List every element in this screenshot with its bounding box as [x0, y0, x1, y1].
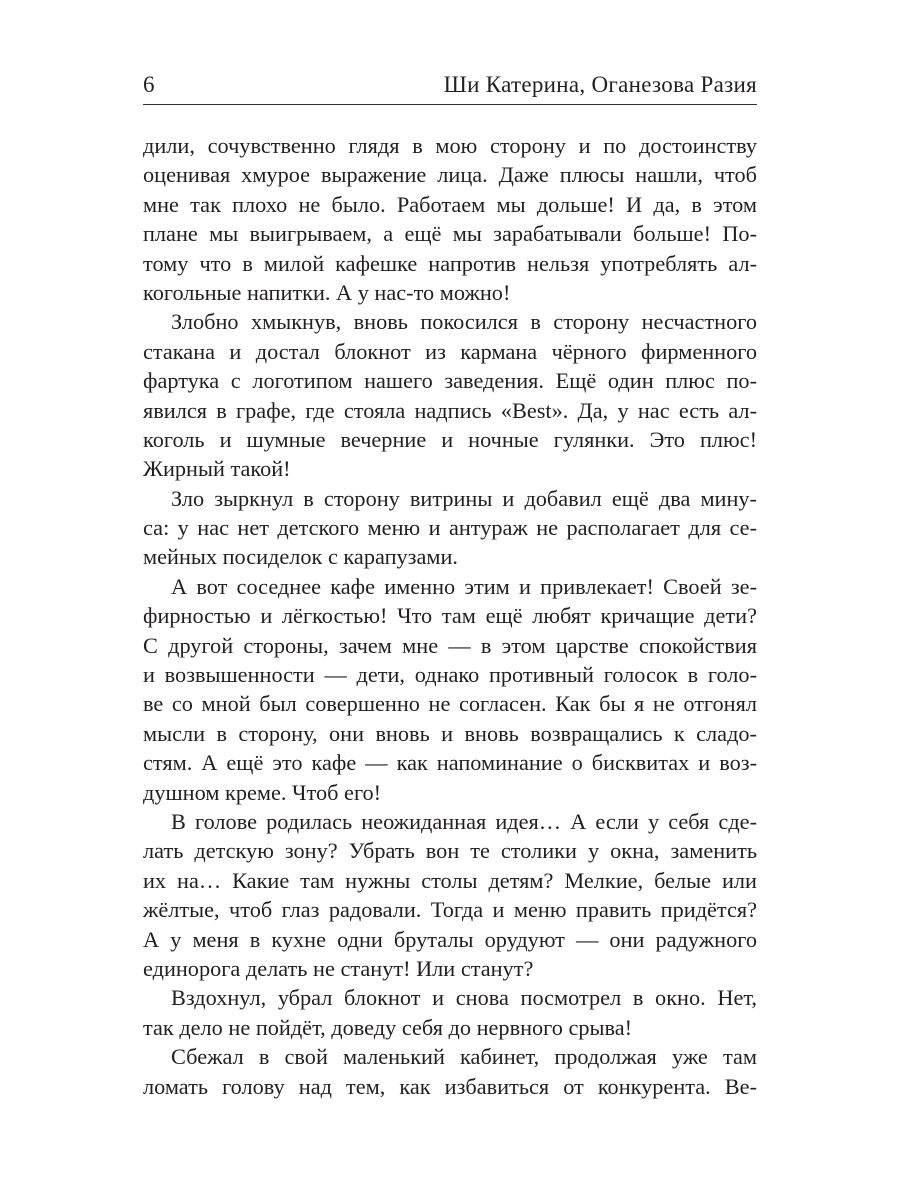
text-line: так дело не пойдёт, доведу себя до нервного срыва! [143, 1014, 633, 1040]
paragraph [143, 131, 757, 307]
text-line: жёлтые, чтоб глаз радовали. Тогда и меню править придётся? [143, 897, 757, 923]
running-head: Ши Катерина, Оганезова Разия [443, 72, 757, 97]
paragraph [143, 983, 757, 1042]
text-line: Зло зыркнул в сторону витрины и добавил ещё два мину- [171, 485, 757, 511]
text-line: Сбежал в свой маленький кабинет, продолжая уже там [171, 1044, 757, 1070]
paragraph [143, 1042, 757, 1101]
text-line: плане мы выигрываем, а ещё мы зарабатывали больше! По- [143, 221, 757, 247]
header-rule [143, 104, 757, 105]
text-line: душном креме. Чтоб его! [143, 779, 382, 805]
text-line: А вот соседнее кафе именно этим и привлекает! Своей зе- [171, 573, 757, 599]
text-line: Злобно хмыкнув, вновь покосился в сторону несчастного [171, 309, 757, 335]
text-line: мейных посиделок с карапузами. [143, 544, 458, 570]
text-line: стям. А ещё это кафе — как напоминание о бисквитах и воз- [143, 750, 757, 776]
text-line: Вздохнул, убрал блокнот и снова посмотрел в окно. Нет, [171, 985, 757, 1011]
text-line: фартука с логотипом нашего заведения. Ещё один плюс по- [143, 368, 757, 394]
text-line: тому что в милой кафешке напротив нельзя употреблять ал- [143, 250, 757, 276]
paragraph [143, 572, 757, 807]
text-line: когольные напитки. А у нас-то можно! [143, 279, 511, 305]
text-line: коголь и шумные вечерние и ночные гулянки. Это плюс! [143, 426, 757, 452]
text-line: их на… Какие там нужны столы детям? Мелкие, белые или [143, 867, 757, 893]
paragraph [143, 307, 757, 483]
text-line: оценивая хмурое выражение лица. Даже плюсы нашли, чтоб [143, 162, 757, 188]
paragraph [143, 807, 757, 983]
text-line: фирностью и лёгкостью! Что там ещё любят кричащие дети? [143, 603, 757, 629]
text-line: С другой стороны, зачем мне — в этом царстве спокойствия [143, 632, 757, 658]
body-text [143, 131, 757, 1101]
text-line: и возвышенности — дети, однако противный голосок в голо- [143, 662, 757, 688]
text-line: лать детскую зону? Убрать вон те столики у окна, заменить [143, 838, 757, 864]
text-line: явился в графе, где стояла надпись «Best». Да, у нас есть ал- [143, 397, 757, 423]
text-line: стакана и достал блокнот из кармана чёрного фирменного [143, 338, 757, 364]
text-line: В голове родилась неожиданная идея… А если у себя сде- [171, 808, 757, 834]
text-line: Жирный такой! [143, 456, 291, 482]
text-line: ломать голову над тем, как избавиться от конкурента. Ве- [143, 1073, 757, 1099]
text-line: ве со мной был совершенно не согласен. Как бы я не отгонял [143, 691, 757, 717]
text-line: мне так плохо не было. Работаем мы дольше! И да, в этом [143, 191, 757, 217]
paragraph [143, 484, 757, 572]
page-number: 6 [143, 72, 155, 97]
text-line: мысли в сторону, они вновь и вновь возвращались к сладо- [143, 720, 757, 746]
text-line: единорога делать не станут! Или станут? [143, 955, 534, 981]
text-line: дили, сочувственно глядя в мою сторону и по достоинству [143, 133, 757, 158]
text-line: са: у нас нет детского меню и антураж не располагает для се- [143, 515, 757, 541]
text-line: А у меня в кухне одни бруталы орудуют — они радужного [143, 926, 757, 952]
